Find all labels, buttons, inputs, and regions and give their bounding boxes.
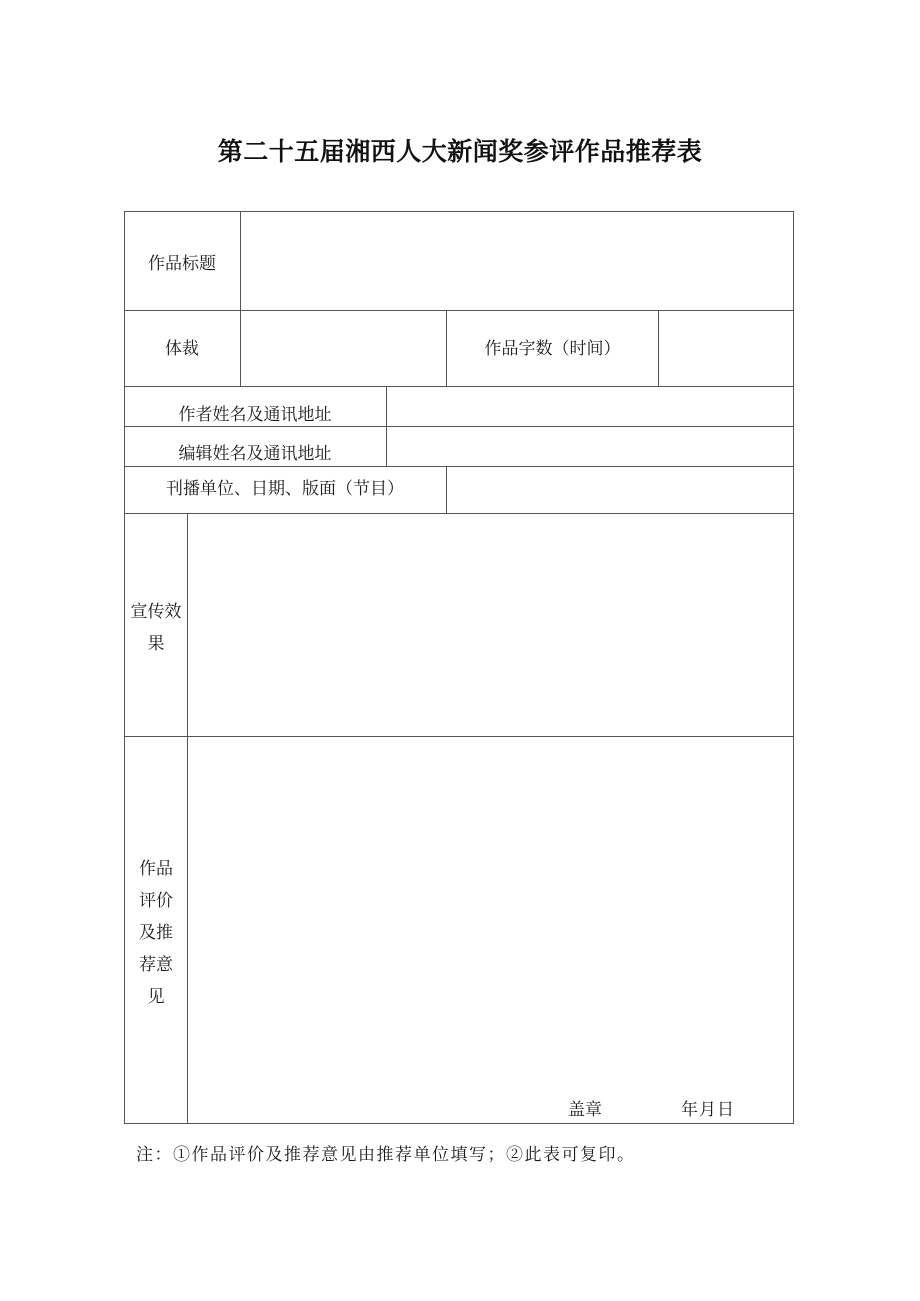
genre-label: 体裁	[165, 339, 199, 359]
recommendation-form	[124, 211, 794, 1124]
evaluation-label: 作品评价及推荐意见	[139, 859, 173, 1007]
publish-label: 刊播单位、日期、版面（节目）	[166, 479, 404, 499]
genre-field[interactable]	[241, 311, 446, 386]
effect-label: 宣传效果	[130, 602, 182, 654]
editor-field[interactable]	[387, 427, 793, 466]
author-field[interactable]	[387, 387, 793, 426]
seal-label: 盖章	[568, 1100, 602, 1120]
form-border-bottom	[124, 1123, 794, 1124]
publish-field[interactable]	[447, 467, 793, 513]
word-count-field[interactable]	[659, 311, 793, 386]
work-title-field[interactable]	[241, 212, 793, 310]
word-count-label: 作品字数（时间）	[484, 339, 621, 359]
page-title: 第二十五届湘西人大新闻奖参评作品推荐表	[217, 137, 703, 166]
date-label: 年月日	[681, 1100, 735, 1120]
work-title-label: 作品标题	[148, 254, 216, 274]
author-label: 作者姓名及通讯地址	[178, 405, 332, 425]
evaluation-field[interactable]	[188, 737, 793, 1123]
footnote: 注：①作品评价及推荐意见由推荐单位填写；②此表可复印。	[136, 1145, 636, 1165]
effect-field[interactable]	[188, 514, 793, 736]
editor-label: 编辑姓名及通讯地址	[178, 444, 332, 464]
form-border-right	[793, 211, 794, 1124]
